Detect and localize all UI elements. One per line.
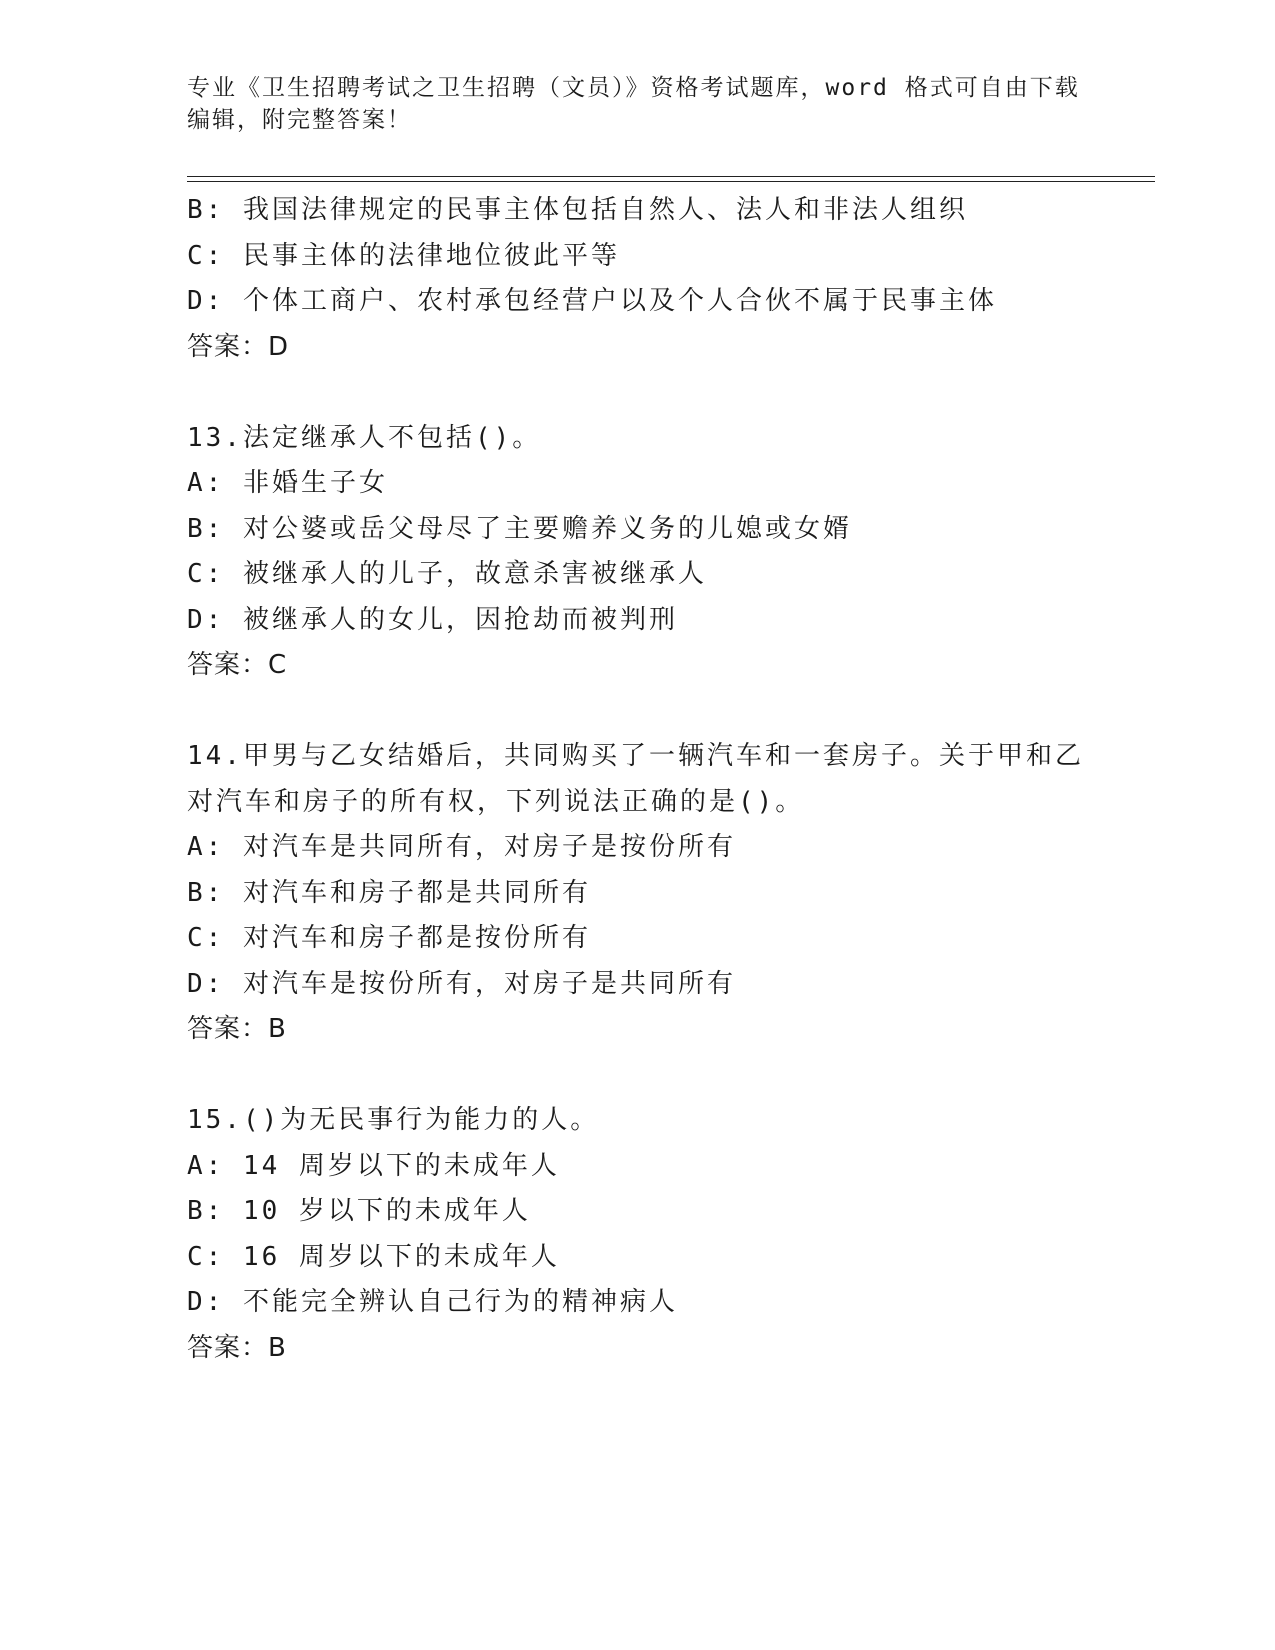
question-stem: 15.()为无民事行为能力的人。 — [187, 1105, 600, 1135]
option-d: D: 对汽车是按份所有，对房子是共同所有 — [187, 968, 736, 999]
question-stem: 13.法定继承人不包括()。 — [187, 422, 542, 453]
answer: 答案：B — [187, 1014, 287, 1044]
header-line-1: 专业《卫生招聘考试之卫生招聘（文员）》资格考试题库，word 格式可自由下载 — [187, 75, 1080, 101]
header-divider-bottom — [187, 181, 1155, 182]
option-d: D: 被继承人的女儿，因抢劫而被判刑 — [187, 604, 678, 635]
option-a: A: 非婚生子女 — [187, 468, 388, 498]
document-header — [187, 72, 1087, 136]
spacer — [187, 370, 1187, 416]
option-b: B: 我国法律规定的民事主体包括自然人、法人和非法人组织 — [187, 195, 968, 225]
answer: 答案：D — [187, 331, 290, 362]
option-d: D: 个体工商户、农村承包经营户以及个人合伙不属于民事主体 — [187, 286, 997, 316]
question-15 — [187, 1098, 1187, 1371]
question-12-continued — [187, 188, 1187, 370]
option-c: C: 民事主体的法律地位彼此平等 — [187, 240, 620, 271]
spacer — [187, 689, 1187, 735]
answer: 答案：C — [187, 650, 288, 680]
option-a: A: 对汽车是共同所有，对房子是按份所有 — [187, 832, 736, 862]
header-line-2: 编辑，附完整答案！ — [187, 107, 412, 133]
answer: 答案：B — [187, 1332, 287, 1363]
option-a: A: 14 周岁以下的未成年人 — [187, 1150, 560, 1181]
option-b: B: 对公婆或岳父母尽了主要赡养义务的儿媳或女婿 — [187, 513, 852, 544]
option-b: B: 10 岁以下的未成年人 — [187, 1196, 531, 1226]
question-list — [187, 188, 1187, 1371]
header-divider-top — [187, 176, 1155, 177]
spacer — [187, 1053, 1187, 1099]
option-b: B: 对汽车和房子都是共同所有 — [187, 877, 591, 908]
option-c: C: 对汽车和房子都是按份所有 — [187, 923, 591, 953]
option-c: C: 16 周岁以下的未成年人 — [187, 1241, 560, 1272]
option-d: D: 不能完全辨认自己行为的精神病人 — [187, 1287, 678, 1317]
option-c: C: 被继承人的儿子，故意杀害被继承人 — [187, 559, 707, 589]
question-14 — [187, 734, 1187, 1053]
question-stem-line-1: 14.甲男与乙女结婚后，共同购买了一辆汽车和一套房子。关于甲和乙 — [187, 741, 1084, 771]
question-stem-line-2: 对汽车和房子的所有权，下列说法正确的是()。 — [187, 786, 805, 817]
question-13 — [187, 416, 1187, 689]
